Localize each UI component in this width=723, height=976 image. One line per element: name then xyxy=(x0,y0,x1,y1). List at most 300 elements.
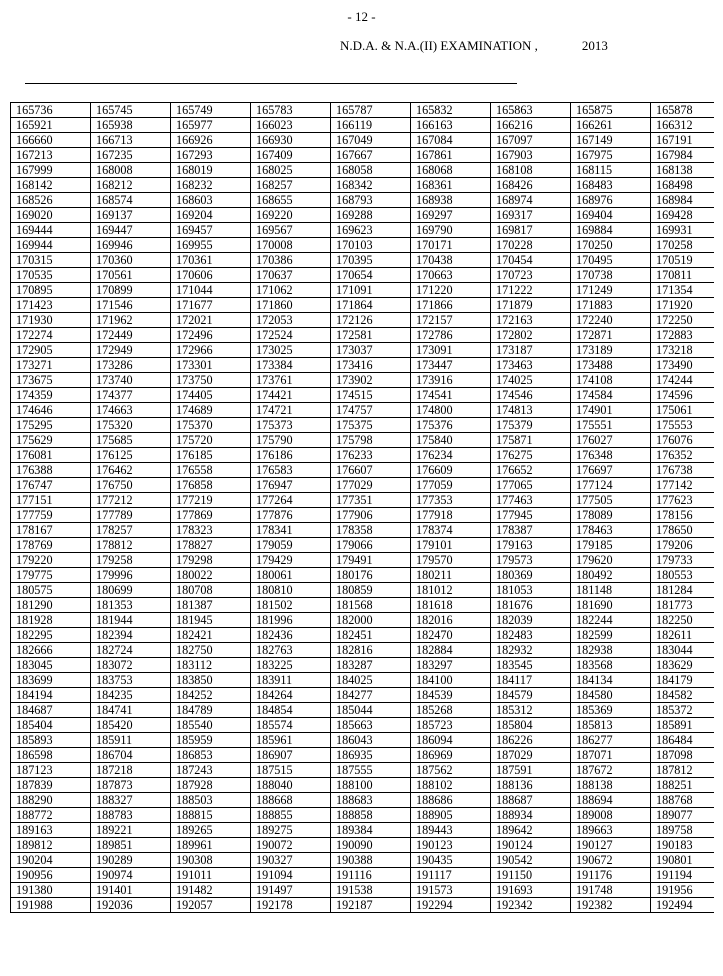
table-row xyxy=(11,373,715,388)
roll-number-cell: 166261 xyxy=(571,118,651,133)
roll-number-cell: 169204 xyxy=(171,208,251,223)
roll-number-cell: 182599 xyxy=(571,628,651,643)
roll-number-cell: 177065 xyxy=(491,478,571,493)
roll-number-cell: 177059 xyxy=(411,478,491,493)
roll-number-cell: 168025 xyxy=(251,163,331,178)
roll-number-cell: 177906 xyxy=(331,508,411,523)
roll-number-cell: 176750 xyxy=(91,478,171,493)
roll-number-cell: 171220 xyxy=(411,283,491,298)
table-row xyxy=(11,478,715,493)
roll-number-cell: 184539 xyxy=(411,688,491,703)
roll-number-cell: 179298 xyxy=(171,553,251,568)
roll-number-cell: 170008 xyxy=(251,238,331,253)
roll-number-cell: 177945 xyxy=(491,508,571,523)
roll-number-cell: 188102 xyxy=(411,778,491,793)
roll-number-cell: 188251 xyxy=(651,778,715,793)
roll-number-cell: 183699 xyxy=(11,673,91,688)
roll-number-cell: 174901 xyxy=(571,403,651,418)
roll-number-cell: 173037 xyxy=(331,343,411,358)
roll-number-cell: 182421 xyxy=(171,628,251,643)
roll-number-cell: 184687 xyxy=(11,703,91,718)
roll-number-cell: 168232 xyxy=(171,178,251,193)
table-row xyxy=(11,898,715,913)
roll-number-cell: 183225 xyxy=(251,658,331,673)
roll-number-cell: 180176 xyxy=(331,568,411,583)
roll-number-cell: 169946 xyxy=(91,238,171,253)
roll-number-cell: 168574 xyxy=(91,193,171,208)
exam-title xyxy=(340,38,608,54)
roll-number-cell: 171091 xyxy=(331,283,411,298)
roll-number-cell: 179206 xyxy=(651,538,715,553)
roll-number-cell: 168655 xyxy=(251,193,331,208)
roll-number-cell: 168498 xyxy=(651,178,715,193)
roll-number-cell: 171044 xyxy=(171,283,251,298)
roll-number-cell: 175840 xyxy=(411,433,491,448)
roll-number-cell: 173740 xyxy=(91,373,171,388)
table-row xyxy=(11,283,715,298)
roll-number-cell: 182039 xyxy=(491,613,571,628)
roll-number-cell: 172021 xyxy=(171,313,251,328)
roll-number-cell: 181502 xyxy=(251,598,331,613)
roll-number-cell: 179996 xyxy=(91,568,171,583)
roll-number-cell: 184277 xyxy=(331,688,411,703)
roll-number-cell: 187123 xyxy=(11,763,91,778)
roll-number-cell: 168974 xyxy=(491,193,571,208)
roll-number-cell: 175373 xyxy=(251,418,331,433)
table-row xyxy=(11,823,715,838)
roll-number-cell: 184741 xyxy=(91,703,171,718)
roll-number-cell: 183911 xyxy=(251,673,331,688)
roll-number-cell: 176352 xyxy=(651,448,715,463)
roll-number-cell: 178167 xyxy=(11,523,91,538)
roll-number-cell: 181012 xyxy=(411,583,491,598)
roll-number-cell: 171222 xyxy=(491,283,571,298)
roll-number-cell: 182451 xyxy=(331,628,411,643)
table-row xyxy=(11,868,715,883)
roll-number-cell: 190090 xyxy=(331,838,411,853)
roll-number-cell: 190672 xyxy=(571,853,651,868)
roll-number-cell: 177029 xyxy=(331,478,411,493)
roll-number-cell: 181568 xyxy=(331,598,411,613)
roll-number-cell: 179101 xyxy=(411,538,491,553)
roll-number-cell: 185891 xyxy=(651,718,715,733)
roll-number-cell: 181996 xyxy=(251,613,331,628)
roll-number-cell: 176275 xyxy=(491,448,571,463)
roll-number-cell: 175375 xyxy=(331,418,411,433)
roll-number-cell: 187873 xyxy=(91,778,171,793)
roll-number-cell: 175295 xyxy=(11,418,91,433)
roll-number-cell: 181945 xyxy=(171,613,251,628)
roll-number-cell: 173490 xyxy=(651,358,715,373)
roll-number-cell: 175685 xyxy=(91,433,171,448)
roll-number-cell: 179570 xyxy=(411,553,491,568)
roll-number-cell: 179429 xyxy=(251,553,331,568)
roll-number-cell: 167235 xyxy=(91,148,171,163)
roll-number-cell: 172250 xyxy=(651,313,715,328)
roll-number-cell: 170315 xyxy=(11,253,91,268)
roll-number-cell: 176186 xyxy=(251,448,331,463)
roll-number-cell: 177505 xyxy=(571,493,651,508)
roll-number-cell: 170663 xyxy=(411,268,491,283)
roll-number-cell: 167097 xyxy=(491,133,571,148)
roll-number-cell: 183545 xyxy=(491,658,571,673)
roll-number-cell: 176558 xyxy=(171,463,251,478)
roll-number-cell: 180211 xyxy=(411,568,491,583)
roll-number-cell: 192178 xyxy=(251,898,331,913)
roll-number-cell: 174541 xyxy=(411,388,491,403)
roll-number-cell: 168976 xyxy=(571,193,651,208)
roll-number-cell: 167999 xyxy=(11,163,91,178)
roll-number-cell: 178374 xyxy=(411,523,491,538)
roll-number-table-body xyxy=(11,103,715,913)
roll-number-cell: 169884 xyxy=(571,223,651,238)
table-row xyxy=(11,793,715,808)
roll-number-cell: 176697 xyxy=(571,463,651,478)
table-row xyxy=(11,538,715,553)
roll-number-cell: 174663 xyxy=(91,403,171,418)
roll-number-cell: 183297 xyxy=(411,658,491,673)
roll-number-cell: 168138 xyxy=(651,163,715,178)
roll-number-cell: 166930 xyxy=(251,133,331,148)
roll-number-cell: 190542 xyxy=(491,853,571,868)
roll-number-cell: 182483 xyxy=(491,628,571,643)
table-row xyxy=(11,718,715,733)
roll-number-cell: 182000 xyxy=(331,613,411,628)
roll-number-cell: 191693 xyxy=(491,883,571,898)
roll-number-cell: 181928 xyxy=(11,613,91,628)
roll-number-cell: 173750 xyxy=(171,373,251,388)
table-row xyxy=(11,778,715,793)
table-row xyxy=(11,298,715,313)
roll-number-cell: 177219 xyxy=(171,493,251,508)
roll-number-cell: 188815 xyxy=(171,808,251,823)
roll-number-cell: 188772 xyxy=(11,808,91,823)
roll-number-cell: 170811 xyxy=(651,268,715,283)
table-row xyxy=(11,613,715,628)
roll-number-cell: 185044 xyxy=(331,703,411,718)
roll-number-cell: 180553 xyxy=(651,568,715,583)
roll-number-cell: 180859 xyxy=(331,583,411,598)
roll-number-cell: 192057 xyxy=(171,898,251,913)
roll-number-cell: 178089 xyxy=(571,508,651,523)
roll-number-cell: 165787 xyxy=(331,103,411,118)
roll-number-cell: 177789 xyxy=(91,508,171,523)
roll-number-cell: 174108 xyxy=(571,373,651,388)
table-row xyxy=(11,133,715,148)
roll-number-cell: 168483 xyxy=(571,178,651,193)
roll-number-cell: 179733 xyxy=(651,553,715,568)
roll-number-cell: 179775 xyxy=(11,568,91,583)
roll-number-cell: 169220 xyxy=(251,208,331,223)
roll-number-cell: 181773 xyxy=(651,598,715,613)
roll-number-cell: 191497 xyxy=(251,883,331,898)
roll-number-cell: 171354 xyxy=(651,283,715,298)
roll-number-cell: 191380 xyxy=(11,883,91,898)
roll-number-cell: 191748 xyxy=(571,883,651,898)
roll-number-cell: 182295 xyxy=(11,628,91,643)
roll-number-cell: 173675 xyxy=(11,373,91,388)
roll-number-cell: 175720 xyxy=(171,433,251,448)
roll-number-cell: 173416 xyxy=(331,358,411,373)
roll-number-cell: 171866 xyxy=(411,298,491,313)
roll-number-cell: 181053 xyxy=(491,583,571,598)
roll-number-cell: 190072 xyxy=(251,838,331,853)
roll-number-cell: 182666 xyxy=(11,643,91,658)
roll-number-cell: 170519 xyxy=(651,253,715,268)
roll-number-cell: 166660 xyxy=(11,133,91,148)
header-rule xyxy=(25,83,517,84)
table-row xyxy=(11,628,715,643)
roll-number-cell: 176027 xyxy=(571,433,651,448)
roll-number-cell: 180022 xyxy=(171,568,251,583)
table-row xyxy=(11,643,715,658)
roll-number-cell: 176583 xyxy=(251,463,331,478)
roll-number-cell: 184025 xyxy=(331,673,411,688)
roll-number-cell: 185369 xyxy=(571,703,651,718)
roll-number-cell: 191094 xyxy=(251,868,331,883)
roll-number-cell: 186043 xyxy=(331,733,411,748)
roll-number-cell: 172240 xyxy=(571,313,651,328)
roll-number-cell: 183112 xyxy=(171,658,251,673)
roll-number-cell: 182394 xyxy=(91,628,171,643)
roll-number-cell: 168212 xyxy=(91,178,171,193)
roll-number-cell: 190123 xyxy=(411,838,491,853)
roll-number-cell: 186969 xyxy=(411,748,491,763)
roll-number-cell: 173902 xyxy=(331,373,411,388)
roll-number-cell: 190308 xyxy=(171,853,251,868)
roll-number-cell: 181676 xyxy=(491,598,571,613)
roll-number-cell: 169567 xyxy=(251,223,331,238)
roll-number-cell: 189663 xyxy=(571,823,651,838)
roll-number-cell: 184252 xyxy=(171,688,251,703)
roll-number-cell: 172163 xyxy=(491,313,571,328)
table-row xyxy=(11,223,715,238)
roll-number-cell: 181618 xyxy=(411,598,491,613)
roll-number-cell: 174515 xyxy=(331,388,411,403)
roll-number-cell: 182938 xyxy=(571,643,651,658)
roll-number-cell: 176747 xyxy=(11,478,91,493)
roll-number-cell: 171249 xyxy=(571,283,651,298)
roll-number-cell: 176125 xyxy=(91,448,171,463)
roll-number-cell: 170438 xyxy=(411,253,491,268)
roll-number-cell: 176738 xyxy=(651,463,715,478)
roll-number-cell: 174721 xyxy=(251,403,331,418)
roll-number-cell: 177759 xyxy=(11,508,91,523)
roll-number-cell: 177623 xyxy=(651,493,715,508)
roll-number-cell: 168426 xyxy=(491,178,571,193)
roll-number-cell: 167084 xyxy=(411,133,491,148)
roll-number-cell: 187243 xyxy=(171,763,251,778)
roll-number-cell: 176609 xyxy=(411,463,491,478)
roll-number-cell: 185404 xyxy=(11,718,91,733)
roll-number-cell: 183850 xyxy=(171,673,251,688)
roll-number-cell: 170360 xyxy=(91,253,171,268)
roll-number-cell: 173447 xyxy=(411,358,491,373)
roll-number-cell: 188694 xyxy=(571,793,651,808)
roll-number-cell: 188858 xyxy=(331,808,411,823)
roll-number-cell: 182250 xyxy=(651,613,715,628)
roll-number-cell: 174377 xyxy=(91,388,171,403)
roll-number-cell: 170454 xyxy=(491,253,571,268)
roll-number-cell: 191194 xyxy=(651,868,715,883)
roll-number-cell: 171879 xyxy=(491,298,571,313)
roll-number-cell: 169817 xyxy=(491,223,571,238)
roll-number-cell: 184789 xyxy=(171,703,251,718)
roll-number-cell: 165745 xyxy=(91,103,171,118)
roll-number-cell: 165878 xyxy=(651,103,715,118)
roll-number-cell: 182750 xyxy=(171,643,251,658)
roll-number-cell: 176652 xyxy=(491,463,571,478)
roll-number-cell: 186484 xyxy=(651,733,715,748)
roll-number-cell: 172449 xyxy=(91,328,171,343)
roll-number-cell: 174757 xyxy=(331,403,411,418)
table-row xyxy=(11,523,715,538)
roll-number-cell: 183045 xyxy=(11,658,91,673)
roll-number-cell: 178257 xyxy=(91,523,171,538)
roll-number-cell: 184264 xyxy=(251,688,331,703)
roll-number-cell: 186935 xyxy=(331,748,411,763)
roll-number-cell: 174800 xyxy=(411,403,491,418)
roll-number-cell: 170395 xyxy=(331,253,411,268)
roll-number-cell: 184580 xyxy=(571,688,651,703)
roll-number-cell: 184235 xyxy=(91,688,171,703)
roll-number-cell: 180492 xyxy=(571,568,651,583)
roll-number-cell: 173488 xyxy=(571,358,651,373)
roll-number-cell: 180708 xyxy=(171,583,251,598)
roll-number-cell: 189221 xyxy=(91,823,171,838)
roll-number-cell: 182016 xyxy=(411,613,491,628)
roll-number-cell: 180061 xyxy=(251,568,331,583)
roll-number-cell: 189758 xyxy=(651,823,715,838)
table-row xyxy=(11,313,715,328)
roll-number-cell: 165921 xyxy=(11,118,91,133)
roll-number-cell: 187555 xyxy=(331,763,411,778)
roll-number-cell: 171930 xyxy=(11,313,91,328)
roll-number-cell: 192036 xyxy=(91,898,171,913)
table-row xyxy=(11,208,715,223)
roll-number-cell: 192382 xyxy=(571,898,651,913)
roll-number-cell: 183753 xyxy=(91,673,171,688)
roll-number-cell: 172802 xyxy=(491,328,571,343)
roll-number-cell: 168526 xyxy=(11,193,91,208)
roll-number-cell: 190124 xyxy=(491,838,571,853)
roll-number-cell: 173025 xyxy=(251,343,331,358)
roll-number-cell: 183287 xyxy=(331,658,411,673)
roll-number-cell: 171920 xyxy=(651,298,715,313)
roll-number-cell: 182611 xyxy=(651,628,715,643)
roll-number-cell: 184854 xyxy=(251,703,331,718)
roll-number-cell: 170495 xyxy=(571,253,651,268)
roll-number-cell: 177869 xyxy=(171,508,251,523)
roll-number-cell: 189642 xyxy=(491,823,571,838)
roll-number-cell: 173761 xyxy=(251,373,331,388)
table-row xyxy=(11,418,715,433)
roll-number-cell: 173189 xyxy=(571,343,651,358)
roll-number-cell: 186853 xyxy=(171,748,251,763)
table-row xyxy=(11,673,715,688)
roll-number-cell: 182932 xyxy=(491,643,571,658)
roll-number-cell: 188686 xyxy=(411,793,491,808)
roll-number-cell: 190289 xyxy=(91,853,171,868)
roll-number-cell: 174421 xyxy=(251,388,331,403)
roll-number-cell: 174584 xyxy=(571,388,651,403)
roll-number-cell: 189961 xyxy=(171,838,251,853)
roll-number-cell: 165875 xyxy=(571,103,651,118)
roll-number-cell: 177212 xyxy=(91,493,171,508)
roll-number-cell: 169297 xyxy=(411,208,491,223)
roll-number-cell: 167903 xyxy=(491,148,571,163)
roll-number-cell: 183629 xyxy=(651,658,715,673)
roll-number-cell: 176607 xyxy=(331,463,411,478)
roll-number-cell: 172905 xyxy=(11,343,91,358)
roll-number-cell: 182724 xyxy=(91,643,171,658)
roll-number-cell: 178812 xyxy=(91,538,171,553)
roll-number-cell: 172786 xyxy=(411,328,491,343)
roll-number-cell: 175553 xyxy=(651,418,715,433)
roll-number-cell: 167049 xyxy=(331,133,411,148)
roll-number-cell: 180369 xyxy=(491,568,571,583)
roll-number-cell: 172871 xyxy=(571,328,651,343)
table-row xyxy=(11,883,715,898)
roll-number-cell: 188768 xyxy=(651,793,715,808)
roll-number-cell: 188138 xyxy=(571,778,651,793)
roll-number-cell: 185813 xyxy=(571,718,651,733)
table-row xyxy=(11,103,715,118)
roll-number-cell: 184582 xyxy=(651,688,715,703)
roll-number-cell: 191956 xyxy=(651,883,715,898)
roll-number-cell: 192187 xyxy=(331,898,411,913)
roll-number-cell: 172274 xyxy=(11,328,91,343)
roll-number-cell: 178769 xyxy=(11,538,91,553)
roll-number-cell: 177918 xyxy=(411,508,491,523)
roll-number-table xyxy=(10,102,714,913)
roll-number-cell: 175320 xyxy=(91,418,171,433)
roll-number-cell: 185804 xyxy=(491,718,571,733)
roll-number-cell: 168142 xyxy=(11,178,91,193)
roll-number-cell: 173218 xyxy=(651,343,715,358)
roll-number-cell: 169404 xyxy=(571,208,651,223)
roll-number-cell: 185268 xyxy=(411,703,491,718)
roll-number-cell: 188503 xyxy=(171,793,251,808)
roll-number-cell: 177142 xyxy=(651,478,715,493)
table-row xyxy=(11,508,715,523)
roll-number-cell: 175871 xyxy=(491,433,571,448)
roll-number-cell: 185663 xyxy=(331,718,411,733)
roll-number-cell: 185574 xyxy=(251,718,331,733)
roll-number-cell: 190388 xyxy=(331,853,411,868)
roll-number-cell: 167409 xyxy=(251,148,331,163)
roll-number-cell: 181690 xyxy=(571,598,651,613)
roll-number-cell: 185723 xyxy=(411,718,491,733)
table-row xyxy=(11,433,715,448)
roll-number-cell: 170103 xyxy=(331,238,411,253)
roll-number-cell: 170654 xyxy=(331,268,411,283)
roll-number-cell: 175551 xyxy=(571,418,651,433)
roll-number-cell: 191988 xyxy=(11,898,91,913)
roll-number-cell: 187839 xyxy=(11,778,91,793)
table-row xyxy=(11,763,715,778)
roll-number-cell: 175379 xyxy=(491,418,571,433)
roll-number-cell: 175376 xyxy=(411,418,491,433)
roll-number-cell: 170171 xyxy=(411,238,491,253)
roll-number-cell: 168108 xyxy=(491,163,571,178)
table-row xyxy=(11,598,715,613)
table-row xyxy=(11,853,715,868)
roll-number-cell: 187218 xyxy=(91,763,171,778)
roll-number-cell: 167293 xyxy=(171,148,251,163)
roll-number-cell: 184194 xyxy=(11,688,91,703)
roll-number-cell: 187562 xyxy=(411,763,491,778)
